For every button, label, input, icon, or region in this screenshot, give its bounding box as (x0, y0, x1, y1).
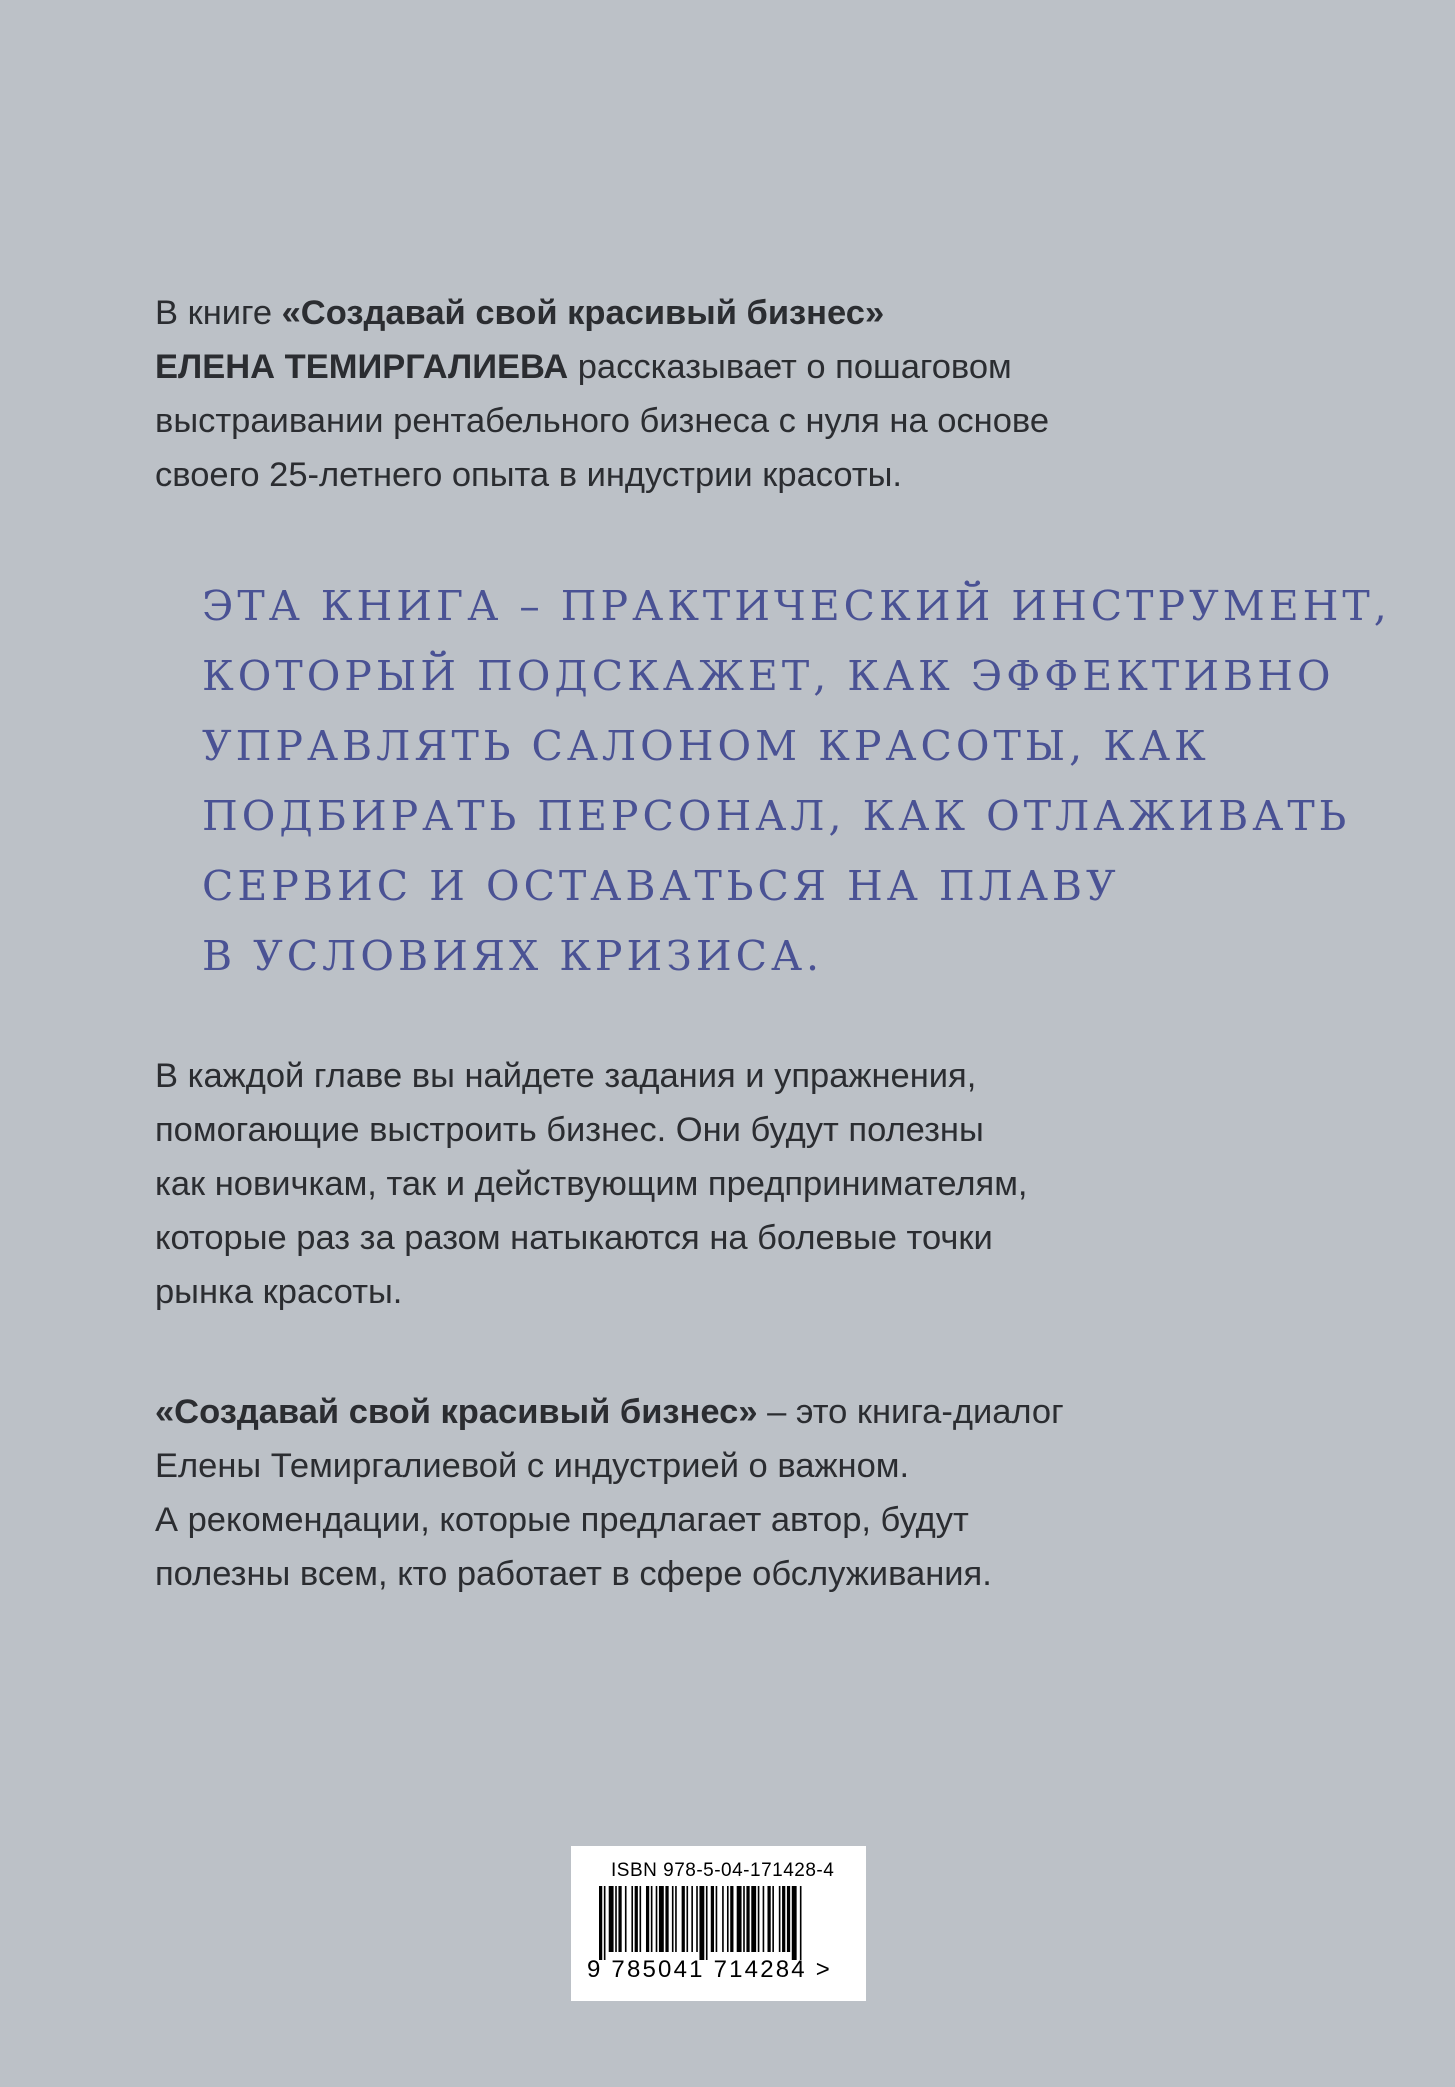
intro-line-3: выстраивании рентабельного бизнеса с нуля на основе (155, 402, 1050, 440)
barcode-bar (751, 1886, 756, 1952)
barcode-bar (716, 1886, 718, 1952)
intro-line-2-rest: рассказывает о пошаговом (568, 348, 1012, 386)
summary-line-1 (155, 1385, 1275, 1439)
quote-line: ПОДБИРАТЬ ПЕРСОНАЛ, КАК ОТЛАЖИВАТЬ (202, 792, 1351, 840)
chapters-line: которые раз за разом натыкаются на болевые точки (155, 1219, 993, 1257)
barcode-bar (763, 1886, 765, 1952)
barcode-bar (656, 1886, 658, 1952)
barcode-bar (665, 1886, 668, 1952)
intro-paragraph (155, 286, 1275, 502)
barcode-bar (792, 1886, 797, 1960)
barcode-bar (609, 1886, 614, 1952)
summary-line-4: полезны всем, кто работает в сфере обслуживания. (155, 1555, 992, 1593)
barcode-bar (722, 1886, 724, 1952)
chapters-line: рынка красоты. (155, 1273, 403, 1311)
barcode-bar (779, 1886, 781, 1952)
intro-prefix: В книге (155, 294, 282, 332)
barcode-digits: 9 785041 714284 > (587, 1956, 832, 1983)
barcode-bar (659, 1886, 664, 1952)
barcode-bar (682, 1886, 685, 1952)
barcode-bar (746, 1886, 749, 1952)
intro-line-1 (155, 286, 1275, 340)
barcode-bar (782, 1886, 785, 1952)
barcode-bar (727, 1886, 729, 1952)
barcode-bar (672, 1886, 674, 1952)
intro-line-4: своего 25-летнего опыта в индустрии красоты. (155, 456, 903, 494)
barcode-icon (599, 1886, 839, 1960)
barcode-bar (800, 1886, 802, 1960)
barcode-bar (604, 1886, 606, 1960)
barcode-bar (646, 1886, 649, 1952)
barcode-bar (696, 1886, 698, 1952)
barcode-bar (640, 1886, 642, 1952)
chapters-paragraph (155, 1049, 1275, 1319)
summary-book-title: «Создавай свой красивый бизнес» (155, 1393, 758, 1431)
chapters-line: помогающие выстроить бизнес. Они будут полезны (155, 1111, 984, 1149)
quote-line: УПРАВЛЯТЬ САЛОНОМ КРАСОТЫ, КАК (202, 722, 1210, 770)
barcode-bar (737, 1886, 742, 1952)
summary-paragraph (155, 1385, 1275, 1601)
quote-line: В УСЛОВИЯХ КРИЗИСА. (202, 932, 824, 980)
barcode-bar (635, 1886, 638, 1952)
quote-line: СЕРВИС И ОСТАВАТЬСЯ НА ПЛАВУ (202, 862, 1120, 910)
barcode-bar (699, 1886, 704, 1960)
isbn-label: ISBN 978-5-04-171428-4 (611, 1860, 835, 1881)
barcode-bar (711, 1886, 714, 1952)
quote-line: ЭТА КНИГА – ПРАКТИЧЕСКИЙ ИНСТРУМЕНТ, (202, 582, 1391, 630)
isbn-barcode (571, 1846, 866, 2001)
chapters-line: В каждой главе вы найдете задания и упражнения, (155, 1057, 977, 1095)
barcode-bar (772, 1886, 774, 1952)
barcode-bar (599, 1886, 602, 1960)
barcode-bar (625, 1886, 627, 1952)
barcode-bar (767, 1886, 770, 1952)
barcode-bar (706, 1886, 708, 1960)
summary-line-1-rest: – это книга-диалог (757, 1393, 1064, 1431)
barcode-bar (743, 1886, 745, 1952)
barcode-bar (631, 1886, 633, 1952)
barcode-bar (686, 1886, 688, 1952)
book-title: «Создавай свой красивый бизнес» (281, 294, 885, 332)
pull-quote (202, 571, 1391, 991)
barcode-bar (675, 1886, 677, 1952)
barcode-bar (651, 1886, 653, 1952)
barcode-bar (618, 1886, 621, 1952)
author-name: ЕЛЕНА ТЕМИРГАЛИЕВА (155, 348, 569, 386)
intro-line-2 (155, 340, 1275, 394)
barcode-bar (758, 1886, 760, 1952)
barcode-bar (691, 1886, 693, 1952)
chapters-line: как новичкам, так и действующим предпринимателям, (155, 1165, 1028, 1203)
barcode-bar (787, 1886, 790, 1952)
summary-line-2: Елены Темиргалиевой с индустрией о важном. (155, 1447, 910, 1485)
barcode-bar (730, 1886, 733, 1952)
quote-line: КОТОРЫЙ ПОДСКАЖЕТ, КАК ЭФФЕКТИВНО (202, 652, 1335, 700)
barcode-bar (615, 1886, 617, 1952)
summary-line-3: А рекомендации, которые предлагает автор, будут (155, 1501, 969, 1539)
